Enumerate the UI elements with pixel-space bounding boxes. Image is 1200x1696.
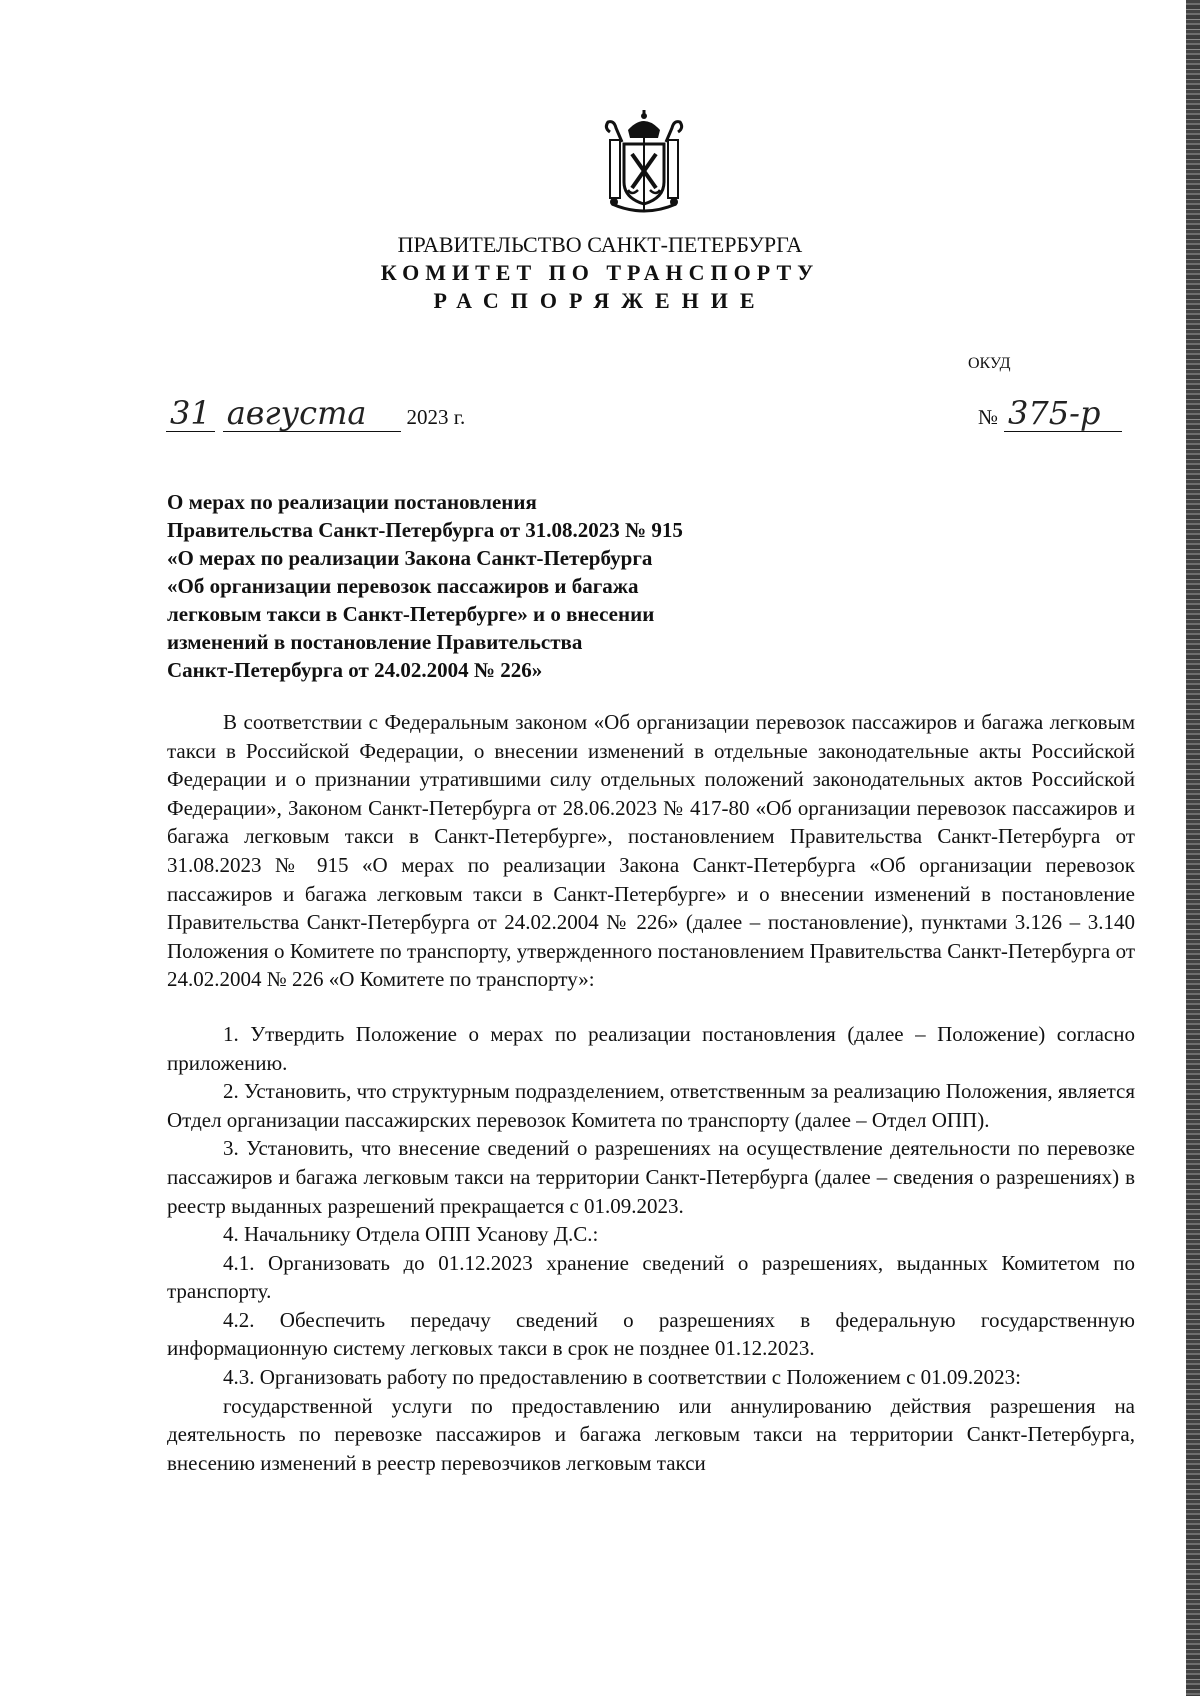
preamble-paragraph: В соответствии с Федеральным законом «Об организации перевозок пассажиров и багажа легковым такси в Российской Федерации, о внесении изменений в отдельные законодательные акты Российской Федерации и о признании утратившими силу отдельных положений законодательных актов Российской Федерации», Законом Санкт-Петербурга от 28.06.2023 № 417-80 «Об организации перевозок пассажиров и багажа легковым такси в Санкт-Петербурге», постановлением Правительства Санкт-Петербурга от 31.08.2023 № 915 «О мерах по реализации Закона Санкт-Петербурга «Об организации перевозок пассажиров и багажа легковым такси в Санкт-Петербурге» и о внесении изменений в постановление Правительства Санкт-Петербурга от 24.02.2004 № 226» (далее – постановление), пунктами 3.126 – 3.140 Положения о Комитете по транспорту, утвержденного постановлением Правительства Санкт-Петербурга от 24.02.2004 № 226 «О Комитете по транспорту»: <box>167 710 1135 992</box>
subject-line: «О мерах по реализации Закона Санкт-Петербурга <box>167 546 653 570</box>
order-item-4-3-service: государственной услуги по предоставлению или аннулированию действия разрешения на деятельность по перевозке пассажиров и багажа легковым такси на территории Санкт-Петербурга, внесению изменений в реестр перевозчиков легковым такси <box>167 1393 1135 1475</box>
order-item-4: 4. Начальнику Отдела ОПП Усанову Д.С.: <box>223 1222 599 1247</box>
subject-line: легковым такси в Санкт-Петербурге» и о внесении <box>167 602 655 626</box>
order-item-4-3: 4.3. Организовать работу по предоставлению в соответствии с Положением с 01.09.2023: <box>223 1365 1021 1390</box>
number-value: 375-р <box>1004 395 1122 432</box>
date-month: августа <box>223 395 371 432</box>
subject-line: Правительства Санкт-Петербурга от 31.08.2023 № 915 <box>167 518 683 542</box>
coat-of-arms-icon <box>600 108 688 220</box>
committee-title: КОМИТЕТ ПО ТРАНСПОРТУ <box>380 260 820 285</box>
order-item-4-2: 4.2. Обеспечить передачу сведений о разрешениях в федеральную государственную информационную систему легковых такси в срок не позднее 01.12.2023. <box>167 1307 1135 1361</box>
order-item-4-1: 4.1. Организовать до 01.12.2023 хранение сведений о разрешениях, выданных Комитетом по транспорту. <box>167 1250 1135 1304</box>
government-title: ПРАВИТЕЛЬСТВО САНКТ-ПЕТЕРБУРГА <box>397 232 803 257</box>
document-body <box>167 708 1135 1477</box>
date-day: 31 <box>166 395 215 432</box>
number-prefix: № <box>978 405 999 429</box>
order-item-3: 3. Установить, что внесение сведений о разрешениях на осуществление деятельности по перевозке пассажиров и багажа легковым такси на территории Санкт-Петербурга (далее – сведения о разрешениях) в реестр выданных разрешений прекращается с 01.09.2023. <box>167 1136 1135 1218</box>
subject-line: О мерах по реализации постановления <box>167 490 537 514</box>
order-item-2: 2. Установить, что структурным подразделением, ответственным за реализацию Положения, является Отдел организации пассажирских перевозок Комитета по транспорту (далее – Отдел ОПП). <box>167 1079 1136 1132</box>
document-date <box>166 395 465 432</box>
subject-line: «Об организации перевозок пассажиров и багажа <box>167 574 639 598</box>
okud-label: ОКУД <box>968 355 1011 372</box>
document-subject <box>167 488 787 684</box>
date-year: 2023 г. <box>406 405 466 429</box>
subject-line: изменений в постановление Правительства <box>167 630 583 654</box>
document-type-title: РАСПОРЯЖЕНИЕ <box>433 288 767 313</box>
order-item-1: 1. Утвердить Положение о мерах по реализации постановления (далее – Положение) согласно приложению. <box>167 1021 1135 1075</box>
subject-line: Санкт-Петербурга от 24.02.2004 № 226» <box>167 658 543 682</box>
date-blank <box>371 395 401 432</box>
document-number <box>978 395 1122 432</box>
